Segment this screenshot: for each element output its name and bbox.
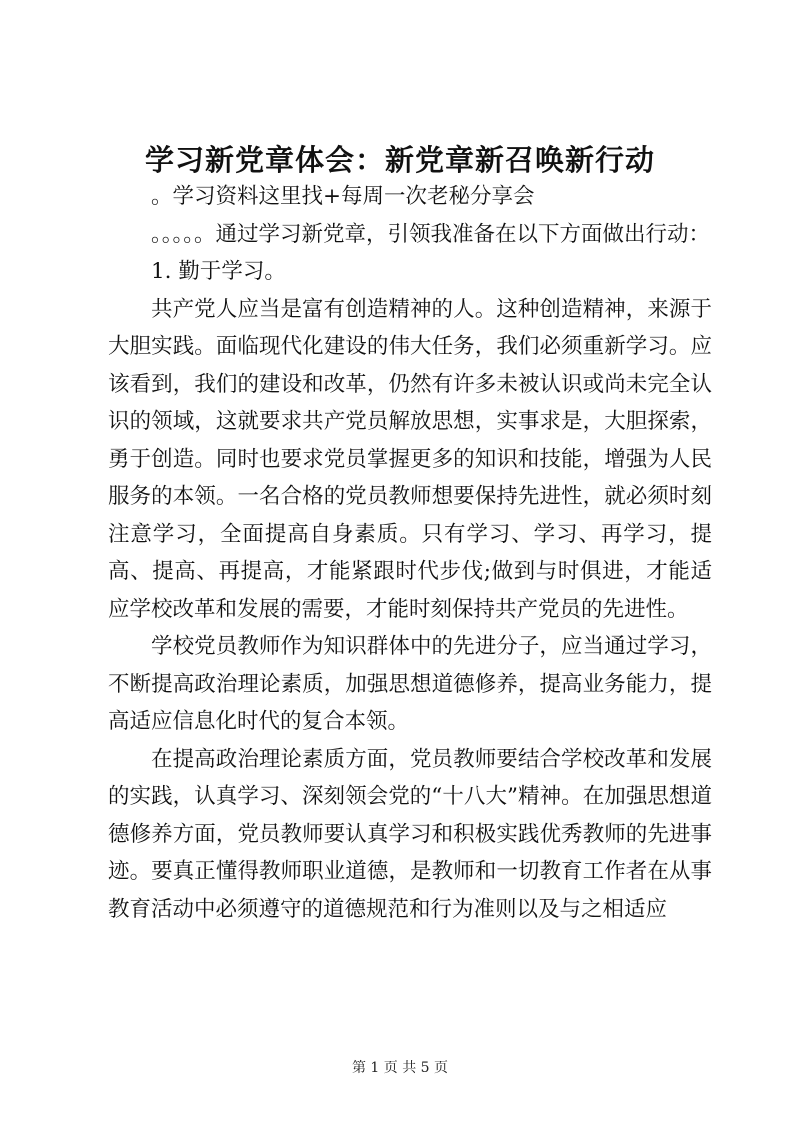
paragraph-body: 在提高政治理论素质方面，党员教师要结合学校改革和发展的实践，认真学习、深刻领会党的“十八大”精神。在加强思想道德修养方面，党员教师要认真学习和积极实践优秀教师的先进事迹。要真正懂得教师职业道德，是教师和一切教育工作者在从事教育活动中必须遵守的道德规范和行为准则以及与之相适应 xyxy=(108,746,712,922)
document-body xyxy=(108,178,712,928)
paragraph-intro-action: 。。。。。通过学习新党章，引领我准备在以下方面做出行动： xyxy=(151,221,711,247)
paragraph-body: 学校党员教师作为知识群体中的先进分子，应当通过学习，不断提高政治理论素质，加强思想道德修养，提高业务能力，提高适应信息化时代的复合本领。 xyxy=(108,634,712,734)
paragraph-intro-note: 。学习资料这里找+每周一次老秘分享会 xyxy=(151,184,535,209)
paragraph-body: 共产党人应当是富有创造精神的人。这种创造精神，来源于大胆实践。面临现代化建设的伟大任务，我们必须重新学习。应该看到，我们的建设和改革，仍然有许多未被认识或尚未完全认识的领域，这就要求共产党员解放思想，实事求是，大胆探索，勇于创造。同时也要求党员掌握更多的知识和技能，增强为人民服务的本领。一名合格的党员教师想要保持先进性，就必须时刻注意学习，全面提高自身素质。只有学习、学习、再学习，提高、提高、再提高，才能紧跟时代步伐;做到与时俱进，才能适应学校改革和发展的需要，才能时刻保持共产党员的先进性。 xyxy=(108,296,712,622)
document-title: 学习新党章体会：新党章新召唤新行动 xyxy=(144,143,655,177)
section-heading-study: 1. 勤于学习。 xyxy=(151,259,286,284)
page-footer: 第 1 页 共 5 页 xyxy=(351,1060,449,1076)
